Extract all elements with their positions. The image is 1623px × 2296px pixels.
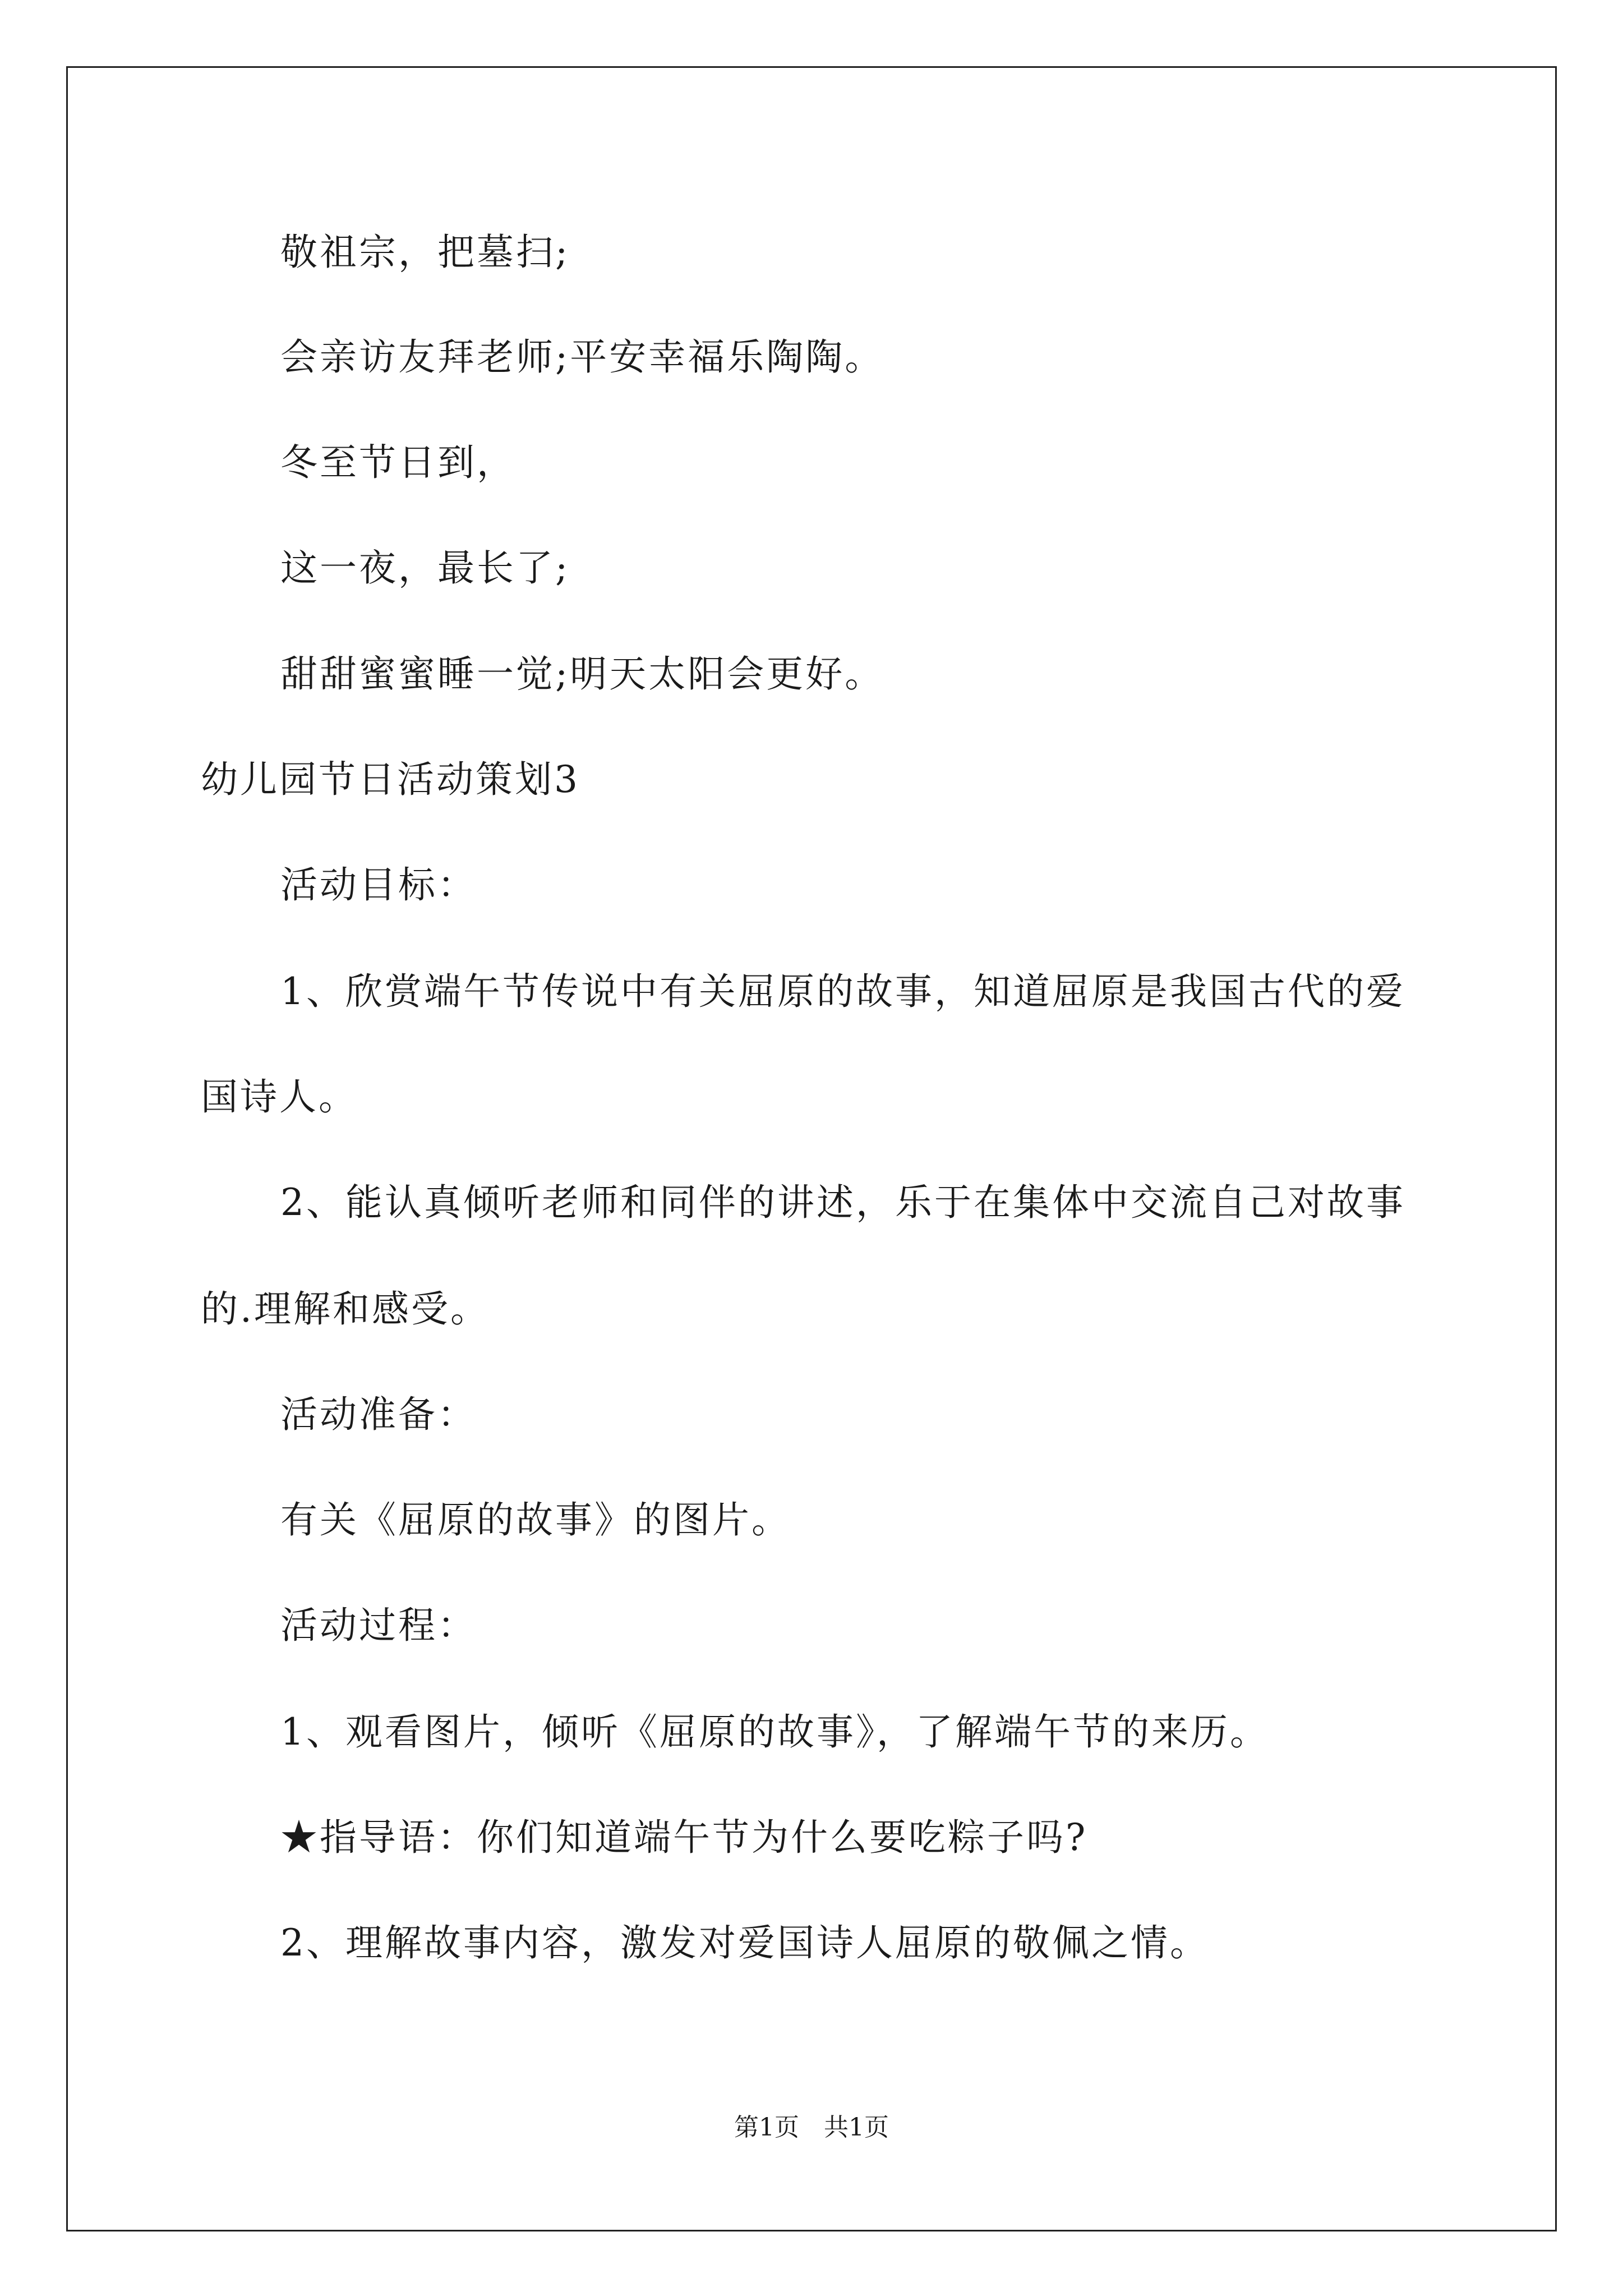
text-line: 国诗人。 [201, 1075, 358, 1119]
text-line: 1、欣赏端午节传说中有关屈原的故事，知道屈原是我国古代的爱 [280, 970, 1405, 1013]
text-line: 甜甜蜜蜜睡一觉;明天太阳会更好。 [280, 652, 884, 696]
text-line: 活动准备： [280, 1393, 477, 1436]
text-line: 1、观看图片，倾听《屈原的故事》，了解端午节的来历。 [280, 1710, 1269, 1754]
text-line: ★指导语：你们知道端午节为什么要吃粽子吗? [280, 1816, 1088, 1859]
page-number: 第1页 共1页 [734, 2113, 889, 2142]
text-line: 有关《屈原的故事》的图片。 [280, 1498, 791, 1542]
text-line: 活动目标： [280, 863, 477, 907]
text-line: 2、理解故事内容，激发对爱国诗人屈原的敬佩之情。 [280, 1921, 1209, 1964]
text-line: 敬祖宗，把墓扫; [280, 231, 570, 274]
page-border [66, 66, 1557, 2231]
text-line: 活动过程： [280, 1604, 477, 1647]
text-line: 2、能认真倾听老师和同伴的讲述，乐于在集体中交流自己对故事 [280, 1181, 1405, 1224]
text-line: 的.理解和感受。 [201, 1287, 490, 1331]
section-heading: 幼儿园节日活动策划3 [201, 758, 580, 801]
text-line: 冬至节日到， [280, 441, 516, 484]
text-line: 会亲访友拜老师;平安幸福乐陶陶。 [280, 335, 884, 379]
text-line: 这一夜，最长了; [280, 546, 570, 590]
